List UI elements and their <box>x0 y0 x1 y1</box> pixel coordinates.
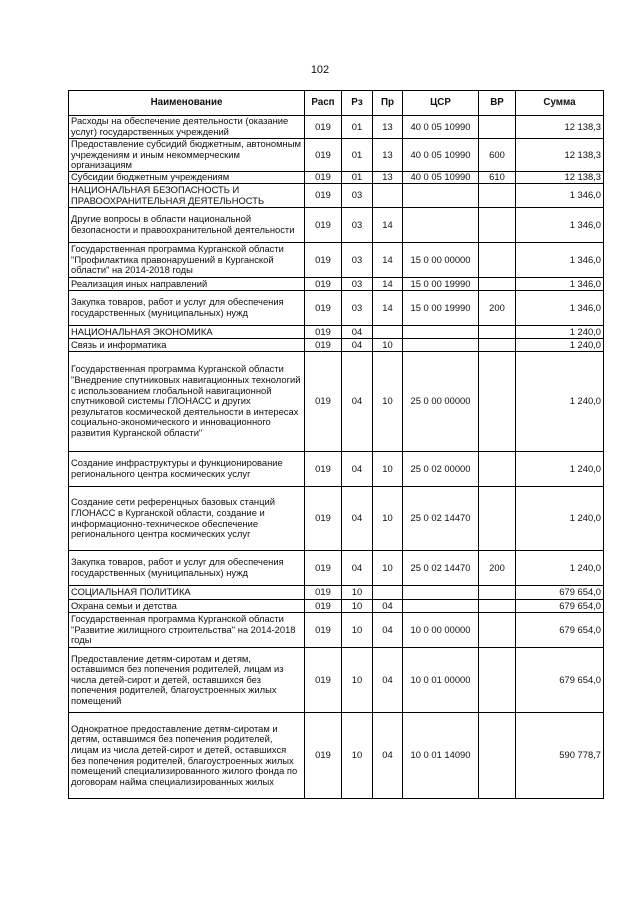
table-cell-rasp: 019 <box>305 139 342 172</box>
table-cell-csr: 40 0 05 10990 <box>403 116 479 139</box>
table-cell-vr <box>479 586 516 600</box>
table-cell-pr: 04 <box>373 648 403 713</box>
table-cell-rz: 03 <box>342 208 373 243</box>
table-cell-sum: 1 240,0 <box>516 339 604 352</box>
table-cell-sum: 679 654,0 <box>516 613 604 648</box>
table-cell-name: Однократное предоставление детям-сиротам и детям, оставшимся без попечения родителей, лицам из числа детей-сирот и детей, оставшихся без попечения родителей, благоустроенных жилых помещений специализированного жилого фонда по договорам найма специализированных жилых <box>69 713 305 799</box>
table-cell-name: НАЦИОНАЛЬНАЯ БЕЗОПАСНОСТЬ И ПРАВООХРАНИТЕЛЬНАЯ ДЕЯТЕЛЬНОСТЬ <box>69 184 305 208</box>
table-cell-rasp: 019 <box>305 278 342 291</box>
table-cell-sum: 1 240,0 <box>516 452 604 487</box>
page-number: 102 <box>310 64 330 76</box>
table-cell-rasp: 019 <box>305 243 342 278</box>
table-cell-name: Связь и информатика <box>69 339 305 352</box>
table-cell-vr <box>479 278 516 291</box>
table-cell-vr: 200 <box>479 551 516 586</box>
table-cell-sum: 590 778,7 <box>516 713 604 799</box>
table-cell-csr: 10 0 01 14090 <box>403 713 479 799</box>
table-cell-pr: 14 <box>373 278 403 291</box>
table-cell-rasp: 019 <box>305 613 342 648</box>
table-cell-pr: 13 <box>373 116 403 139</box>
table-cell-vr <box>479 613 516 648</box>
table-row <box>69 452 604 487</box>
table-cell-pr <box>373 586 403 600</box>
table-cell-rz: 03 <box>342 291 373 326</box>
table-cell-pr: 10 <box>373 339 403 352</box>
table-cell-csr <box>403 600 479 613</box>
table-cell-sum: 12 138,3 <box>516 172 604 184</box>
table-cell-csr <box>403 184 479 208</box>
table-cell-csr: 25 0 02 00000 <box>403 452 479 487</box>
table-cell-csr: 25 0 00 00000 <box>403 352 479 452</box>
table-cell-sum: 1 240,0 <box>516 487 604 551</box>
header-vr: ВР <box>479 91 516 116</box>
table-cell-pr: 10 <box>373 487 403 551</box>
table-row <box>69 600 604 613</box>
table-row <box>69 243 604 278</box>
table-cell-csr: 40 0 05 10990 <box>403 139 479 172</box>
table-cell-name: Государственная программа Курганской области "Развитие жилищного строительства" на 2014-2018 годы <box>69 613 305 648</box>
table-cell-vr: 600 <box>479 139 516 172</box>
table-cell-rasp: 019 <box>305 116 342 139</box>
table-cell-sum: 1 346,0 <box>516 278 604 291</box>
table-cell-vr <box>479 713 516 799</box>
table-cell-name: Государственная программа Курганской области "Профилактика правонарушений в Курганской области" на 2014-2018 годы <box>69 243 305 278</box>
table-cell-rz: 10 <box>342 713 373 799</box>
table-cell-csr: 25 0 02 14470 <box>403 551 479 586</box>
table-cell-rz: 10 <box>342 613 373 648</box>
table-cell-vr <box>479 352 516 452</box>
table-cell-name: Реализация иных направлений <box>69 278 305 291</box>
table-row <box>69 713 604 799</box>
table-cell-name: Государственная программа Курганской области "Внедрение спутниковых навигационных технологий с использованием глобальной навигационной спутниковой системы ГЛОНАСС и других результатов космической деятельности в интересах социально-экономического и инновационного развития Курганской области" <box>69 352 305 452</box>
table-cell-sum: 1 346,0 <box>516 184 604 208</box>
table-cell-name: Закупка товаров, работ и услуг для обеспечения государственных (муниципальных) нужд <box>69 291 305 326</box>
table-header-row <box>69 91 604 116</box>
table-cell-vr <box>479 184 516 208</box>
table-cell-sum: 679 654,0 <box>516 600 604 613</box>
table-cell-csr: 15 0 00 19990 <box>403 278 479 291</box>
table-cell-csr: 15 0 00 19990 <box>403 291 479 326</box>
table-cell-rasp: 019 <box>305 648 342 713</box>
table-cell-sum: 1 346,0 <box>516 243 604 278</box>
table-cell-rz: 03 <box>342 243 373 278</box>
table-cell-name: Закупка товаров, работ и услуг для обеспечения государственных (муниципальных) нужд <box>69 551 305 586</box>
table-cell-name: СОЦИАЛЬНАЯ ПОЛИТИКА <box>69 586 305 600</box>
table-row <box>69 208 604 243</box>
table-row <box>69 551 604 586</box>
table-cell-vr <box>479 208 516 243</box>
table-row <box>69 116 604 139</box>
table-cell-rasp: 019 <box>305 452 342 487</box>
table-row <box>69 586 604 600</box>
table-row <box>69 326 604 339</box>
table-cell-rasp: 019 <box>305 172 342 184</box>
table-cell-rz: 04 <box>342 352 373 452</box>
table-cell-pr <box>373 184 403 208</box>
table-cell-rz: 01 <box>342 172 373 184</box>
table-cell-name: Охрана семьи и детства <box>69 600 305 613</box>
table-cell-rz: 04 <box>342 326 373 339</box>
header-sum: Сумма <box>516 91 604 116</box>
table-cell-csr: 40 0 05 10990 <box>403 172 479 184</box>
table-row <box>69 172 604 184</box>
table-cell-pr: 14 <box>373 243 403 278</box>
table-cell-rasp: 019 <box>305 551 342 586</box>
table-cell-rasp: 019 <box>305 291 342 326</box>
table-cell-rz: 03 <box>342 184 373 208</box>
table-row <box>69 291 604 326</box>
table-cell-rasp: 019 <box>305 339 342 352</box>
table-row <box>69 339 604 352</box>
table-cell-rz: 04 <box>342 452 373 487</box>
table-cell-pr: 14 <box>373 291 403 326</box>
table-cell-sum: 1 240,0 <box>516 352 604 452</box>
table-cell-vr <box>479 243 516 278</box>
table-cell-sum: 12 138,3 <box>516 139 604 172</box>
table-cell-rz: 01 <box>342 139 373 172</box>
header-name: Наименование <box>69 91 305 116</box>
table-cell-name: Создание сети референцных базовых станций ГЛОНАСС в Курганской области, создание и информационно-техническое обеспечение регионального центра космических услуг <box>69 487 305 551</box>
table-cell-pr: 04 <box>373 600 403 613</box>
table-cell-rasp: 019 <box>305 326 342 339</box>
table-cell-csr: 25 0 02 14470 <box>403 487 479 551</box>
table-cell-rz: 03 <box>342 278 373 291</box>
table-cell-csr: 15 0 00 00000 <box>403 243 479 278</box>
table-cell-sum: 1 346,0 <box>516 208 604 243</box>
table-cell-vr <box>479 339 516 352</box>
table-cell-vr <box>479 648 516 713</box>
table-cell-pr: 04 <box>373 713 403 799</box>
table-cell-rz: 10 <box>342 586 373 600</box>
table-cell-rz: 04 <box>342 487 373 551</box>
table-row <box>69 613 604 648</box>
table-cell-pr: 10 <box>373 452 403 487</box>
table-cell-sum: 679 654,0 <box>516 648 604 713</box>
table-cell-rasp: 019 <box>305 184 342 208</box>
table-cell-vr <box>479 600 516 613</box>
table-cell-csr: 10 0 00 00000 <box>403 613 479 648</box>
table-cell-vr <box>479 487 516 551</box>
table-cell-sum: 679 654,0 <box>516 586 604 600</box>
table-cell-rasp: 019 <box>305 713 342 799</box>
table-cell-sum: 1 346,0 <box>516 291 604 326</box>
table-cell-name: НАЦИОНАЛЬНАЯ ЭКОНОМИКА <box>69 326 305 339</box>
table-cell-name: Расходы на обеспечение деятельности (оказание услуг) государственных учреждений <box>69 116 305 139</box>
table-cell-pr: 10 <box>373 551 403 586</box>
table-cell-rz: 04 <box>342 339 373 352</box>
table-body <box>69 116 604 799</box>
table-cell-csr: 10 0 01 00000 <box>403 648 479 713</box>
table-row <box>69 184 604 208</box>
table-cell-pr: 10 <box>373 352 403 452</box>
table-cell-csr <box>403 586 479 600</box>
table-cell-sum: 1 240,0 <box>516 551 604 586</box>
table-cell-pr: 13 <box>373 139 403 172</box>
table-row <box>69 278 604 291</box>
table-row <box>69 648 604 713</box>
table-cell-pr: 14 <box>373 208 403 243</box>
table-cell-rasp: 019 <box>305 208 342 243</box>
table-cell-rz: 01 <box>342 116 373 139</box>
table-cell-csr <box>403 326 479 339</box>
table-cell-vr: 610 <box>479 172 516 184</box>
table-cell-rz: 10 <box>342 648 373 713</box>
table-cell-vr <box>479 116 516 139</box>
table-cell-vr <box>479 452 516 487</box>
table-row <box>69 139 604 172</box>
table-cell-name: Предоставление детям-сиротам и детям, оставшимся без попечения родителей, лицам из числа детей-сирот и детей, оставшихся без попечения родителей, благоустроенных жилых помещений <box>69 648 305 713</box>
table-row <box>69 487 604 551</box>
table-cell-rasp: 019 <box>305 487 342 551</box>
table-cell-pr: 13 <box>373 172 403 184</box>
table-cell-rasp: 019 <box>305 586 342 600</box>
table-cell-sum: 1 240,0 <box>516 326 604 339</box>
table-cell-pr: 04 <box>373 613 403 648</box>
table-cell-vr <box>479 326 516 339</box>
table-cell-rasp: 019 <box>305 352 342 452</box>
table-cell-name: Другие вопросы в области национальной безопасности и правоохранительной деятельности <box>69 208 305 243</box>
table-cell-name: Субсидии бюджетным учреждениям <box>69 172 305 184</box>
header-csr: ЦСР <box>403 91 479 116</box>
table-cell-csr <box>403 208 479 243</box>
table-cell-sum: 12 138,3 <box>516 116 604 139</box>
header-rasp: Расп <box>305 91 342 116</box>
budget-table <box>68 90 604 799</box>
header-rz: Рз <box>342 91 373 116</box>
table-cell-csr <box>403 339 479 352</box>
table-cell-vr: 200 <box>479 291 516 326</box>
table-cell-rasp: 019 <box>305 600 342 613</box>
table-cell-rz: 04 <box>342 551 373 586</box>
table-cell-pr <box>373 326 403 339</box>
table-cell-name: Создание инфраструктуры и функционирование регионального центра космических услуг <box>69 452 305 487</box>
table-cell-rz: 10 <box>342 600 373 613</box>
table-cell-name: Предоставление субсидий бюджетным, автономным учреждениям и иным некоммерческим организациям <box>69 139 305 172</box>
table-row <box>69 352 604 452</box>
header-pr: Пр <box>373 91 403 116</box>
